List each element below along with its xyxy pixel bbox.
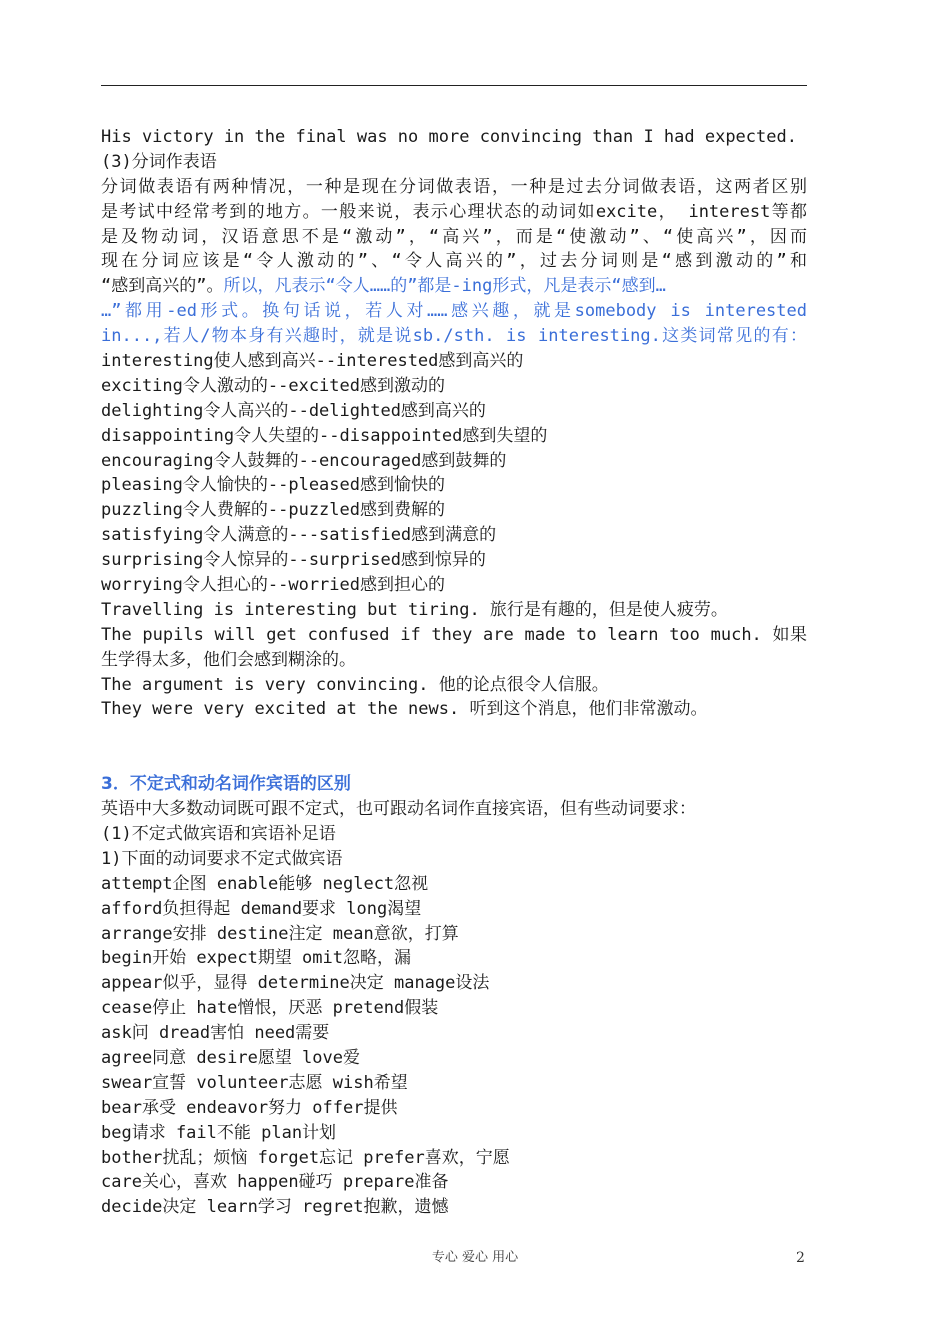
text-line: swear宣誓 volunteer志愿 wish希望 (101, 1072, 408, 1093)
text-line: They were very excited at the news. 听到这个消息，他们非常激动。 (101, 699, 708, 720)
text-line: 分词做表语有两种情况，一种是现在分词做表语，一种是过去分词做表语，这两者区别 (101, 176, 807, 197)
page-number: 2 (796, 1250, 805, 1266)
text-line: The argument is very convincing. 他的论点很令人信服。 (101, 674, 609, 695)
text-line: 现在分词应该是“令人激动的”、“令人高兴的”，过去分词则是“感到激动的”和 (101, 251, 807, 272)
mixed-line-blue: 所以，凡表示“令人……的”都是-ing形式，凡是表示“感到… (223, 276, 666, 297)
text-line: cease停止 hate憎恨，厌恶 pretend假装 (101, 998, 439, 1019)
header-rule (101, 85, 807, 86)
text-line: disappointing令人失望的--disappointed感到失望的 (101, 425, 548, 446)
text-line: worrying令人担心的--worried感到担心的 (101, 575, 445, 596)
text-line: bother扰乱；烦恼 forget忘记 prefer喜欢，宁愿 (101, 1147, 510, 1168)
infinitive-verb-list (101, 797, 807, 1220)
blue-text-line: in...,若人/物本身有兴趣时，就是说sb./sth. is interesting.这类词常见的有： (101, 326, 807, 347)
text-line: begin开始 expect期望 omit忽略，漏 (101, 948, 411, 969)
mixed-line-black: “感到高兴的”。 (101, 276, 224, 297)
footer-motto: 专心 爱心 用心 (431, 1250, 519, 1265)
text-line: arrange安排 destine注定 mean意欲，打算 (101, 923, 459, 944)
text-line: pleasing令人愉快的--pleased感到愉快的 (101, 475, 445, 496)
text-line: puzzling令人费解的--puzzled感到费解的 (101, 500, 445, 521)
text-line: delighting令人高兴的--delighted感到高兴的 (101, 400, 486, 421)
document-body (101, 125, 807, 1220)
text-line: 1)下面的动词要求不定式做宾语 (101, 848, 343, 869)
participle-word-list (101, 349, 807, 722)
text-line: Travelling is interesting but tiring. 旅行是有趣的，但是使人疲劳。 (101, 599, 728, 620)
text-line: appear似乎，显得 determine决定 manage设法 (101, 973, 490, 994)
highlighted-explanation (101, 299, 807, 349)
text-line: The pupils will get confused if they are made to learn too much. 如果 (101, 624, 807, 645)
text-line: 是考试中经常考到的地方。一般来说，表示心理状态的动词如excite， interest等都 (101, 201, 807, 222)
text-line: satisfying令人满意的---satisfied感到满意的 (101, 525, 497, 546)
paragraph-participle-predicative (101, 125, 807, 274)
text-line: agree同意 desire愿望 love爱 (101, 1047, 360, 1068)
text-line: decide决定 learn学习 regret抱歉，遗憾 (101, 1197, 449, 1218)
text-line: attempt企图 enable能够 neglect忽视 (101, 873, 429, 894)
text-line: (3)分词作表语 (101, 151, 217, 172)
page-footer (0, 1248, 950, 1268)
text-line: exciting令人激动的--excited感到激动的 (101, 375, 445, 396)
text-line: 生学得太多，他们会感到糊涂的。 (101, 649, 356, 670)
text-line: (1)不定式做宾语和宾语补足语 (101, 823, 336, 844)
text-line: afford负担得起 demand要求 long渴望 (101, 898, 422, 919)
text-line: encouraging令人鼓舞的--encouraged感到鼓舞的 (101, 450, 507, 471)
blue-text-line: …”都用-ed形式。换句话说，若人对……感兴趣，就是somebody is interested (101, 301, 807, 322)
section-gap (101, 722, 807, 772)
mixed-color-line (101, 274, 807, 299)
text-line: interesting使人感到高兴--interested感到高兴的 (101, 351, 524, 372)
text-line: surprising令人惊异的--surprised感到惊异的 (101, 550, 486, 571)
text-line: ask问 dread害怕 need需要 (101, 1023, 330, 1044)
text-line: bear承受 endeavor努力 offer提供 (101, 1097, 398, 1118)
text-line: beg请求 fail不能 plan计划 (101, 1122, 337, 1143)
section-heading: 3．不定式和动名词作宾语的区别 (101, 774, 351, 795)
text-line: 英语中大多数动词既可跟不定式，也可跟动名词作直接宾语，但有些动词要求： (101, 799, 696, 820)
text-line: His victory in the final was no more convincing than I had expected. (101, 127, 797, 147)
text-line: care关心，喜欢 happen碰巧 prepare准备 (101, 1172, 449, 1193)
text-line: 是及物动词，汉语意思不是“激动”，“高兴”，而是“使激动”、“使高兴”，因而 (101, 226, 807, 247)
